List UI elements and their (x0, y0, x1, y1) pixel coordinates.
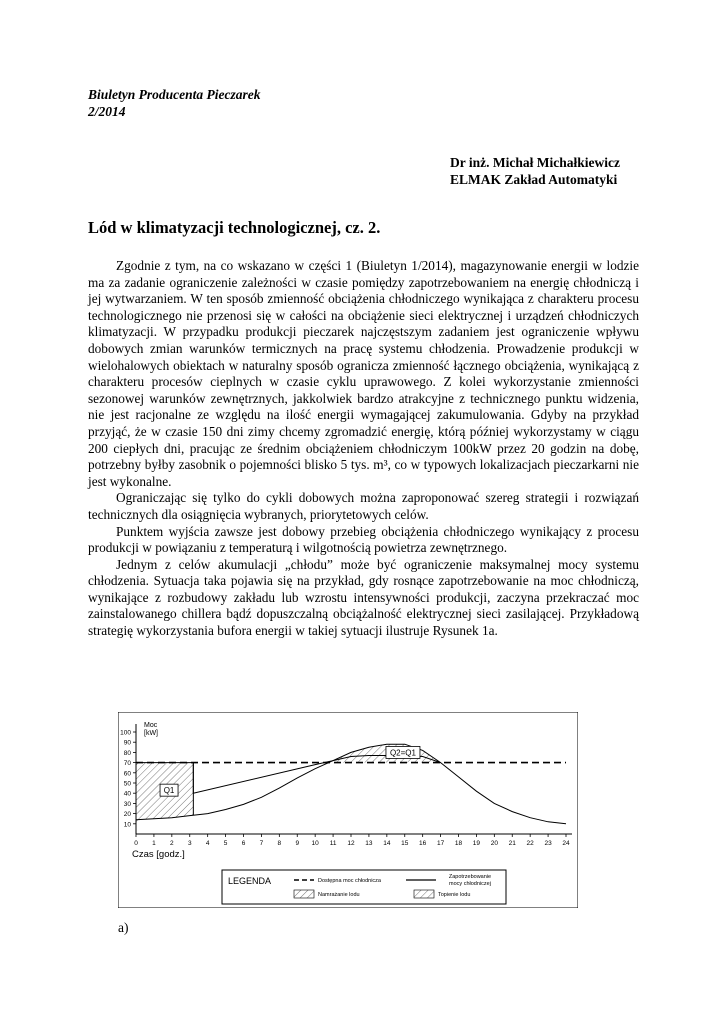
legend-demand-line2: mocy chłodniczej (449, 881, 491, 887)
author-block (450, 154, 620, 188)
x-tick-label: 1 (152, 840, 156, 847)
legend-available-power: Dostępna moc chłodnicza (318, 878, 381, 884)
y-tick-label: 40 (123, 790, 131, 798)
x-tick-label: 21 (508, 840, 516, 847)
x-tick-label: 16 (419, 840, 427, 847)
power-chart (118, 712, 578, 908)
x-tick-label: 8 (277, 840, 282, 847)
x-tick-label: 11 (329, 840, 337, 847)
paragraph: Zgodnie z tym, na co wskazano w części 1 (Biuletyn 1/2014), magazynowanie energii w lodzie ma za zadanie ograniczenie zależności w czasie pomiędzy zapotrzebowaniem na energię chłodniczą i jej wytwarzaniem. W ten sposób zmienność obciążenia chłodniczego wynikająca z charakteru procesu technologicznego nie przenosi się w całości na obciążenie sieci elektrycznej i urządzeń chłodniczych klimatyzacji. W przypadku produkcji pieczarek najczęstszym zadaniem jest ograniczenie wpływu dobowych zmian warunków termicznych na pracę systemu chłodzenia. Prowadzenie produkcji w wielohalowych obiektach w naturalny sposób ogranicza zmienność łącznego obciążenia, wynikającą z charakteru procesów cieplnych w czasie cyklu uprawowego. Z kolei wykorzystanie zmienności sezonowej warunków zewnętrznych, jakkolwiek bardzo atrakcyjne z technicznego punktu widzenia, nie jest racjonalne ze względu na ilość energii wymagającej zakumulowania. Gdyby na przykład przyjąć, że w czasie 150 dni zimy chcemy zgromadzić energię, którą później wykorzystamy w ciągu 200 ciepłych dni, pracując ze średnim obciążeniem chłodniczym 100kW przez 20 godzin na dobę, potrzebny byłby zasobnik o pojemności blisko 5 tys. m³, co w typowych lokalizacjach pieczarkarni nie jest wykonalne. (88, 258, 639, 489)
x-tick-label: 10 (311, 840, 319, 847)
author-affiliation: ELMAK Zakład Automatyki (450, 172, 618, 187)
legend-title: LEGENDA (228, 876, 272, 886)
paragraph: Ograniczając się tylko do cykli dobowych można zaproponować szereg strategii i rozwiązań technicznych dla osiągnięcia wybranych, priorytetowych celów. (88, 490, 639, 522)
legend-freezing-swatch (294, 890, 314, 898)
x-tick-label: 4 (205, 840, 210, 847)
x-tick-label: 3 (187, 840, 192, 847)
paragraph: Punktem wyjścia zawsze jest dobowy przebieg obciążenia chłodniczego wynikający z procesu produkcji w powiązaniu z temperaturą i wilgotnością powietrza zewnętrznego. (88, 523, 639, 556)
legend-melting-swatch (414, 890, 434, 898)
x-axis-label: Czas [godz.] (132, 849, 185, 860)
legend-freezing: Namrażanie lodu (318, 892, 360, 898)
journal-name: Biuletyn Producenta Pieczarek (88, 87, 261, 102)
y-axis-unit: [kW] (144, 730, 158, 737)
x-tick-label: 14 (383, 840, 391, 847)
q1-label: Q1 (163, 786, 175, 796)
x-tick-label: 17 (436, 840, 445, 847)
x-tick-label: 2 (170, 840, 174, 847)
journal-header (88, 86, 261, 120)
y-tick-label: 50 (123, 780, 131, 788)
x-tick-label: 15 (401, 840, 409, 847)
legend-melting: Topienie lodu (438, 892, 471, 898)
journal-issue: 2/2014 (88, 104, 126, 119)
legend-demand-line1: Zapotrzebowanie (448, 874, 492, 880)
x-tick-label: 5 (223, 840, 228, 847)
figure-1a (118, 712, 578, 908)
x-tick-label: 12 (347, 840, 355, 847)
article-title: Lód w klimatyzacji technologicznej, cz. 2. (88, 218, 381, 237)
x-tick-label: 19 (472, 840, 481, 847)
y-tick-label: 10 (123, 821, 131, 829)
x-tick-label: 24 (562, 840, 570, 847)
y-tick-label: 100 (120, 729, 131, 737)
paragraph: Jednym z celów akumulacji „chłodu” może być ograniczenie maksymalnej mocy systemu chłodzenia. Sytuacja taka pojawia się na przykład, gdy rosnące zapotrzebowanie na moc chłodniczą, wynikające z rozbudowy zakładu lub wzrostu intensywności produkcji, zaczyna przekraczać moc zainstalowanego chillera bądź dopuszczalną obciążalność elektrycznej sieci zasilającej. Przykładową strategię wykorzystania bufora energii w takiej sytuacji ilustruje Rysunek 1a. (88, 556, 639, 639)
x-tick-label: 9 (295, 840, 300, 847)
x-tick-label: 23 (544, 840, 552, 847)
figure-caption: a) (118, 920, 129, 935)
y-tick-label: 20 (123, 811, 131, 819)
y-axis-label: Moc (144, 722, 158, 729)
article-body (88, 258, 639, 640)
y-tick-label: 70 (123, 760, 131, 768)
x-tick-label: 7 (259, 840, 264, 847)
y-tick-label: 90 (123, 739, 131, 747)
x-tick-label: 6 (241, 840, 246, 847)
x-tick-label: 22 (526, 840, 534, 847)
x-tick-label: 0 (134, 840, 138, 847)
author-name: Dr inż. Michał Michałkiewicz (450, 155, 620, 170)
q2-label: Q2=Q1 (389, 748, 416, 758)
x-tick-label: 13 (365, 840, 373, 847)
y-tick-label: 30 (123, 800, 131, 808)
y-tick-label: 60 (123, 770, 131, 778)
x-tick-label: 20 (490, 840, 498, 847)
x-tick-label: 18 (454, 840, 463, 847)
y-tick-label: 80 (123, 749, 131, 757)
